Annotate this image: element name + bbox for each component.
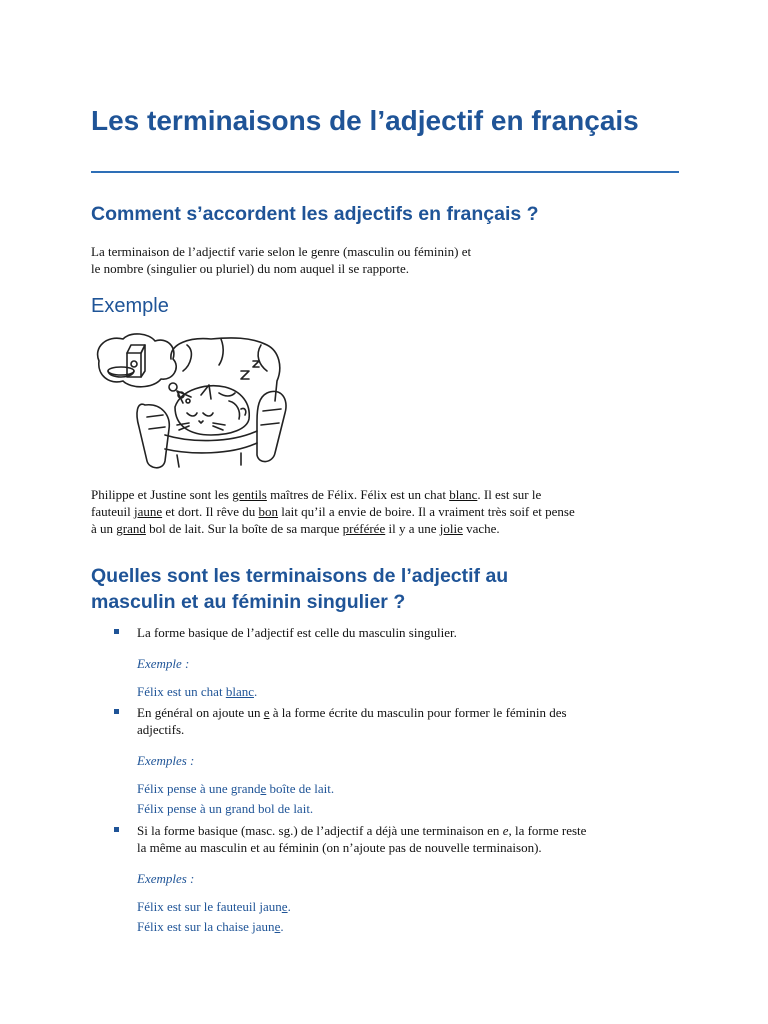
rule-text-part: à la forme écrite du masculin pour former le féminin des (269, 705, 567, 720)
example-adjective: e (281, 899, 288, 914)
example-line (137, 918, 284, 935)
rule-text (137, 704, 667, 738)
story-line-1 (91, 487, 541, 504)
story-text: bol de lait. Sur la boîte de sa marque (145, 521, 343, 536)
adjective-word: blanc (449, 487, 478, 502)
example-text: . (280, 919, 284, 934)
milk-carton-icon (127, 345, 145, 377)
adjective-word: gentils (232, 487, 267, 502)
section-heading-accord: Comment s’accordent les adjectifs en français ? (91, 203, 539, 225)
intro-line-1: La terminaison de l’adjectif varie selon le genre (masculin ou féminin) et (91, 244, 472, 259)
story-line-3 (91, 521, 500, 538)
example-adjective: blanc (225, 684, 254, 699)
bullet-square-icon (114, 709, 119, 714)
story-text: . Il est sur le (477, 487, 542, 502)
story-line-2 (91, 504, 575, 521)
story-text: il y a une (385, 521, 440, 536)
section-heading-endings-line-2: masculin et au féminin singulier ? (91, 591, 406, 613)
example-text: Félix est un chat (137, 684, 226, 699)
rule-text (137, 822, 667, 856)
bullet-square-icon (114, 827, 119, 832)
story-text: lait qu’il a envie de boire. Il a vraiment très soif et pense (278, 504, 575, 519)
story-text: vache. (462, 521, 500, 536)
document-title: Les terminaisons de l’adjectif en français (91, 105, 639, 136)
rule-text-part: adjectifs. (137, 722, 185, 737)
example-line (137, 898, 291, 915)
story-text: fauteuil (91, 504, 134, 519)
rule-letter: e (263, 705, 270, 720)
example-label: Exemple : (137, 656, 190, 671)
example-text: . (253, 684, 258, 699)
rule-text-part: En général on ajoute un (137, 705, 264, 720)
sleeping-cat-icon (175, 385, 249, 435)
rule-text-part: la même au masculin et au féminin (on n’ajoute pas de nouvelle terminaison). (137, 840, 542, 855)
rule-text-part: Si la forme basique (masc. sg.) de l’adjectif a déjà une terminaison en (137, 823, 503, 838)
example-line (137, 780, 334, 797)
adjective-word: jolie (439, 521, 463, 536)
intro-line-2: le nombre (singulier ou pluriel) du nom auquel il se rapporte. (91, 261, 410, 276)
milk-bowl-icon (108, 367, 134, 377)
example-line (137, 683, 257, 700)
example-text: Félix pense à une grand (137, 781, 261, 796)
adjective-word: préférée (342, 521, 386, 536)
adjective-word: jaune (133, 504, 163, 519)
adjective-word: grand (116, 521, 146, 536)
rule-text-part: , la forme reste (508, 823, 587, 838)
example-text: Félix est sur le fauteuil jaun (137, 899, 282, 914)
bullet-square-icon (114, 629, 119, 634)
rule-letter: e (502, 823, 509, 838)
sleeping-cat-armchair-illustration (91, 331, 291, 473)
example-adjective: e (260, 781, 267, 796)
rule-text: La forme basique de l’adjectif est celle du masculin singulier. (137, 625, 457, 640)
story-text: maîtres de Félix. Félix est un chat (266, 487, 450, 502)
example-text: . (287, 899, 291, 914)
example-line: Félix pense à un grand bol de lait. (137, 801, 314, 816)
example-adjective: e (274, 919, 281, 934)
title-underline-rule (91, 171, 679, 173)
section-heading-endings-line-1: Quelles sont les terminaisons de l’adjectif au (91, 565, 509, 587)
thought-bubble-icon (98, 334, 177, 387)
armchair-icon (171, 338, 280, 401)
example-label: Exemples : (137, 753, 195, 768)
adjective-word: bon (258, 504, 279, 519)
example-label: Exemples : (137, 871, 195, 886)
story-text: Philippe et Justine sont les (91, 487, 233, 502)
example-text: boîte de lait. (266, 781, 335, 796)
example-heading: Exemple (91, 295, 169, 317)
story-text: à un (91, 521, 117, 536)
example-text: Félix est sur la chaise jaun (137, 919, 275, 934)
story-text: et dort. Il rêve du (162, 504, 259, 519)
